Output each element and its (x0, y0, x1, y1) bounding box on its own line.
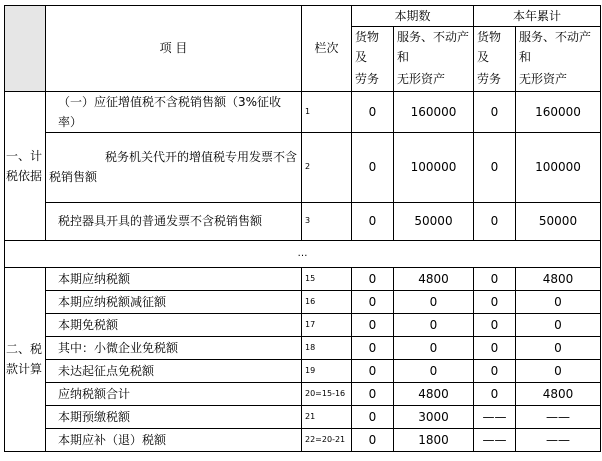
ytd-goods-value: 0 (474, 290, 516, 313)
current-services-value: 0 (394, 336, 474, 359)
tax-row-code: 17 (302, 313, 352, 336)
ytd-goods-value: 0 (474, 313, 516, 336)
ytd-goods-value: —— (474, 428, 516, 451)
current-services-value: 3000 (394, 405, 474, 428)
ytd-goods-value: 0 (474, 202, 516, 240)
current-goods-value: 0 (352, 132, 394, 202)
tax-row-code: 16 (302, 290, 352, 313)
current-period-header: 本期数 (352, 6, 474, 27)
tax-row-label: 本期应纳税额 (46, 267, 302, 290)
tax-row-label: 本期免税额 (46, 313, 302, 336)
tax-row-code: 20=15-16 (302, 382, 352, 405)
current-services-header-a: 服务、不动产和 (394, 27, 474, 68)
current-services-header-b: 无形资产 (394, 67, 474, 91)
ytd-goods-value: 0 (474, 359, 516, 382)
current-services-value: 4800 (394, 382, 474, 405)
current-goods-value: 0 (352, 202, 394, 240)
tax-row-label: 本期预缴税额 (46, 405, 302, 428)
tax-row-label: 本期应补（退）税额 (46, 428, 302, 451)
year-to-date-header: 本年累计 (474, 6, 601, 27)
tax-row-code: 22=20-21 (302, 428, 352, 451)
current-goods-value: 0 (352, 336, 394, 359)
basis-row-code: 2 (302, 132, 352, 202)
current-services-value: 160000 (394, 91, 474, 132)
tax-row-label: 未达起征点免税额 (46, 359, 302, 382)
ytd-services-value: 160000 (516, 91, 601, 132)
current-goods-value: 0 (352, 91, 394, 132)
ytd-goods-value: 0 (474, 267, 516, 290)
ytd-services-value: 50000 (516, 202, 601, 240)
current-services-value: 50000 (394, 202, 474, 240)
section-tax-calc-line1: 二、税 (6, 342, 43, 356)
ytd-services-value: —— (516, 405, 601, 428)
current-goods-value: 0 (352, 428, 394, 451)
section-tax-basis-line1: 一、计 (6, 148, 43, 163)
current-goods-header-a: 货物及 (352, 27, 394, 68)
column-no-header: 栏次 (302, 6, 352, 92)
current-goods-value: 0 (352, 290, 394, 313)
omitted-rows-ellipsis: … (5, 240, 601, 267)
ytd-goods-value: 0 (474, 336, 516, 359)
ytd-services-value: 100000 (516, 132, 601, 202)
vat-return-table (4, 5, 601, 452)
ytd-services-header-b: 无形资产 (516, 67, 601, 91)
basis-row-label-line2: 税销售额 (49, 170, 98, 184)
ytd-services-value: 0 (516, 359, 601, 382)
current-services-value: 4800 (394, 267, 474, 290)
tax-row-label: 本期应纳税额减征额 (46, 290, 302, 313)
current-goods-value: 0 (352, 382, 394, 405)
section-tax-calculation (5, 267, 46, 451)
basis-row-code: 3 (302, 202, 352, 240)
section-tax-basis (5, 91, 46, 240)
ytd-services-value: 4800 (516, 267, 601, 290)
ytd-services-value: 0 (516, 336, 601, 359)
current-services-value: 100000 (394, 132, 474, 202)
current-services-value: 1800 (394, 428, 474, 451)
current-goods-value: 0 (352, 405, 394, 428)
ytd-goods-value: 0 (474, 91, 516, 132)
ytd-services-header-a: 服务、不动产和 (516, 27, 601, 68)
current-services-value: 0 (394, 359, 474, 382)
current-goods-header-b: 劳务 (352, 67, 394, 91)
ytd-goods-value: —— (474, 405, 516, 428)
current-goods-value: 0 (352, 313, 394, 336)
ytd-goods-value: 0 (474, 382, 516, 405)
ytd-goods-header-b: 劳务 (474, 67, 516, 91)
tax-row-label: 其中：小微企业免税额 (46, 336, 302, 359)
ytd-services-value: —— (516, 428, 601, 451)
ytd-services-value: 0 (516, 290, 601, 313)
ytd-services-value: 0 (516, 313, 601, 336)
basis-row-code: 1 (302, 91, 352, 132)
item-header: 项 目 (46, 6, 302, 92)
ytd-goods-header-a: 货物及 (474, 27, 516, 68)
ytd-services-value: 4800 (516, 382, 601, 405)
tax-row-code: 18 (302, 336, 352, 359)
basis-row-label (46, 132, 302, 202)
current-goods-value: 0 (352, 267, 394, 290)
tax-row-code: 15 (302, 267, 352, 290)
current-goods-value: 0 (352, 359, 394, 382)
current-services-value: 0 (394, 313, 474, 336)
basis-row-label: （一）应征增值税不含税销售额（3%征收率） (46, 91, 302, 132)
section-tax-calc-line2: 款计算 (6, 362, 43, 376)
section-tax-basis-line2: 税依据 (6, 168, 43, 183)
current-services-value: 0 (394, 290, 474, 313)
corner-cell (5, 6, 46, 92)
tax-row-label: 应纳税额合计 (46, 382, 302, 405)
basis-row-label: 税控器具开具的普通发票不含税销售额 (46, 202, 302, 240)
tax-row-code: 19 (302, 359, 352, 382)
basis-row-label-line1: 税务机关代开的增值税专用发票不含 (105, 150, 298, 164)
tax-row-code: 21 (302, 405, 352, 428)
ytd-goods-value: 0 (474, 132, 516, 202)
